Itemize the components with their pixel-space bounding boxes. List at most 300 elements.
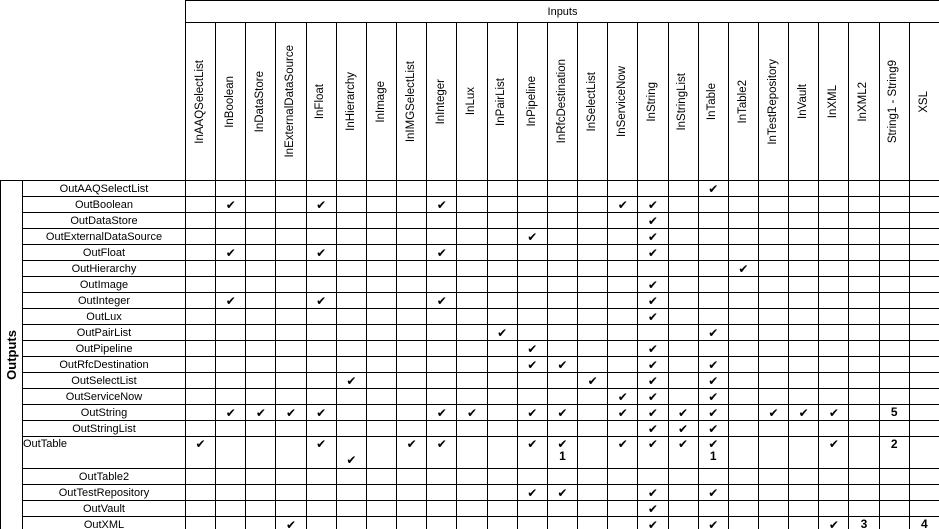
matrix-cell[interactable]: [879, 261, 909, 277]
matrix-cell[interactable]: [578, 437, 608, 469]
matrix-cell[interactable]: [397, 277, 427, 293]
matrix-cell[interactable]: [186, 373, 216, 389]
matrix-cell[interactable]: [909, 437, 939, 469]
matrix-cell[interactable]: [819, 309, 849, 325]
matrix-cell[interactable]: [547, 293, 577, 309]
matrix-cell[interactable]: [578, 517, 608, 529]
matrix-cell[interactable]: [849, 309, 879, 325]
matrix-cell[interactable]: [547, 357, 577, 373]
matrix-cell[interactable]: [457, 469, 487, 485]
matrix-cell[interactable]: [909, 357, 939, 373]
matrix-cell[interactable]: [366, 517, 396, 529]
matrix-cell[interactable]: [366, 357, 396, 373]
matrix-cell[interactable]: [909, 325, 939, 341]
matrix-cell[interactable]: [789, 325, 819, 341]
matrix-cell[interactable]: [578, 405, 608, 421]
matrix-cell[interactable]: [306, 373, 336, 389]
matrix-cell[interactable]: [336, 517, 366, 529]
matrix-cell[interactable]: [547, 501, 577, 517]
matrix-cell[interactable]: [216, 197, 246, 213]
matrix-cell[interactable]: [547, 437, 577, 469]
matrix-cell[interactable]: [397, 261, 427, 277]
matrix-cell[interactable]: [849, 181, 879, 197]
matrix-cell[interactable]: [276, 181, 306, 197]
matrix-cell[interactable]: [336, 469, 366, 485]
matrix-cell[interactable]: [638, 293, 668, 309]
matrix-cell[interactable]: [668, 469, 698, 485]
matrix-cell[interactable]: [849, 373, 879, 389]
matrix-cell[interactable]: [487, 389, 517, 405]
matrix-cell[interactable]: [608, 213, 638, 229]
matrix-cell[interactable]: [668, 517, 698, 529]
matrix-cell[interactable]: [517, 325, 547, 341]
matrix-cell[interactable]: [186, 213, 216, 229]
matrix-cell[interactable]: [698, 485, 728, 501]
matrix-cell[interactable]: [698, 517, 728, 529]
matrix-cell[interactable]: [306, 501, 336, 517]
matrix-cell[interactable]: [789, 357, 819, 373]
matrix-cell[interactable]: [578, 389, 608, 405]
matrix-cell[interactable]: [578, 325, 608, 341]
matrix-cell[interactable]: [366, 309, 396, 325]
matrix-cell[interactable]: [336, 341, 366, 357]
matrix-cell[interactable]: [728, 389, 758, 405]
matrix-cell[interactable]: [517, 341, 547, 357]
matrix-cell[interactable]: [487, 501, 517, 517]
matrix-cell[interactable]: [698, 341, 728, 357]
matrix-cell[interactable]: [819, 341, 849, 357]
matrix-cell[interactable]: [668, 373, 698, 389]
matrix-cell[interactable]: [698, 357, 728, 373]
matrix-cell[interactable]: [909, 213, 939, 229]
matrix-cell[interactable]: [246, 357, 276, 373]
matrix-cell[interactable]: [819, 229, 849, 245]
matrix-cell[interactable]: [336, 389, 366, 405]
matrix-cell[interactable]: [698, 501, 728, 517]
matrix-cell[interactable]: [728, 357, 758, 373]
matrix-cell[interactable]: [457, 405, 487, 421]
matrix-cell[interactable]: [638, 229, 668, 245]
matrix-cell[interactable]: [638, 485, 668, 501]
matrix-cell[interactable]: [578, 197, 608, 213]
matrix-cell[interactable]: [638, 325, 668, 341]
matrix-cell[interactable]: [698, 373, 728, 389]
matrix-cell[interactable]: [547, 421, 577, 437]
matrix-cell[interactable]: [909, 421, 939, 437]
matrix-cell[interactable]: [366, 405, 396, 421]
matrix-cell[interactable]: [276, 325, 306, 341]
matrix-cell[interactable]: [397, 245, 427, 261]
matrix-cell[interactable]: [819, 485, 849, 501]
matrix-cell[interactable]: [789, 293, 819, 309]
matrix-cell[interactable]: [457, 501, 487, 517]
matrix-cell[interactable]: [758, 229, 788, 245]
matrix-cell[interactable]: [758, 245, 788, 261]
matrix-cell[interactable]: [487, 373, 517, 389]
matrix-cell[interactable]: [427, 261, 457, 277]
matrix-cell[interactable]: [276, 293, 306, 309]
matrix-cell[interactable]: [547, 405, 577, 421]
matrix-cell[interactable]: [668, 341, 698, 357]
matrix-cell[interactable]: [427, 245, 457, 261]
matrix-cell[interactable]: [397, 309, 427, 325]
matrix-cell[interactable]: [186, 437, 216, 469]
matrix-cell[interactable]: [638, 181, 668, 197]
matrix-cell[interactable]: [909, 485, 939, 501]
matrix-cell[interactable]: [638, 421, 668, 437]
matrix-cell[interactable]: [216, 277, 246, 293]
matrix-cell[interactable]: [547, 245, 577, 261]
matrix-cell[interactable]: [668, 245, 698, 261]
matrix-cell[interactable]: [698, 469, 728, 485]
matrix-cell[interactable]: [608, 501, 638, 517]
matrix-cell[interactable]: [758, 469, 788, 485]
matrix-cell[interactable]: [638, 405, 668, 421]
matrix-cell[interactable]: [336, 293, 366, 309]
matrix-cell[interactable]: [758, 485, 788, 501]
matrix-cell[interactable]: [216, 469, 246, 485]
matrix-cell[interactable]: [758, 437, 788, 469]
matrix-cell[interactable]: [578, 181, 608, 197]
matrix-cell[interactable]: [246, 389, 276, 405]
matrix-cell[interactable]: [578, 357, 608, 373]
matrix-cell[interactable]: [608, 309, 638, 325]
matrix-cell[interactable]: [427, 229, 457, 245]
matrix-cell[interactable]: [276, 389, 306, 405]
matrix-cell[interactable]: [487, 341, 517, 357]
matrix-cell[interactable]: [879, 325, 909, 341]
matrix-cell[interactable]: [547, 213, 577, 229]
matrix-cell[interactable]: [487, 293, 517, 309]
matrix-cell[interactable]: [186, 181, 216, 197]
matrix-cell[interactable]: [668, 389, 698, 405]
matrix-cell[interactable]: [276, 485, 306, 501]
matrix-cell[interactable]: [427, 485, 457, 501]
matrix-cell[interactable]: [306, 325, 336, 341]
matrix-cell[interactable]: [849, 245, 879, 261]
matrix-cell[interactable]: [608, 293, 638, 309]
matrix-cell[interactable]: [909, 181, 939, 197]
matrix-cell[interactable]: [849, 277, 879, 293]
matrix-cell[interactable]: [849, 485, 879, 501]
matrix-cell[interactable]: [849, 469, 879, 485]
matrix-cell[interactable]: [547, 325, 577, 341]
matrix-cell[interactable]: [487, 421, 517, 437]
matrix-cell[interactable]: [366, 293, 396, 309]
matrix-cell[interactable]: [366, 197, 396, 213]
matrix-cell[interactable]: [306, 469, 336, 485]
matrix-cell[interactable]: [427, 181, 457, 197]
matrix-cell[interactable]: [909, 293, 939, 309]
matrix-cell[interactable]: [427, 341, 457, 357]
matrix-cell[interactable]: [608, 325, 638, 341]
matrix-cell[interactable]: [668, 501, 698, 517]
matrix-cell[interactable]: [427, 293, 457, 309]
matrix-cell[interactable]: [487, 357, 517, 373]
matrix-cell[interactable]: [819, 517, 849, 529]
matrix-cell[interactable]: [336, 437, 366, 469]
matrix-cell[interactable]: [276, 197, 306, 213]
matrix-cell[interactable]: [758, 501, 788, 517]
matrix-cell[interactable]: [216, 309, 246, 325]
matrix-cell[interactable]: [819, 277, 849, 293]
matrix-cell[interactable]: [547, 389, 577, 405]
matrix-cell[interactable]: [608, 197, 638, 213]
matrix-cell[interactable]: [517, 501, 547, 517]
matrix-cell[interactable]: [728, 293, 758, 309]
matrix-cell[interactable]: [427, 309, 457, 325]
matrix-cell[interactable]: [879, 485, 909, 501]
matrix-cell[interactable]: [909, 373, 939, 389]
matrix-cell[interactable]: [517, 261, 547, 277]
matrix-cell[interactable]: [427, 357, 457, 373]
matrix-cell[interactable]: [306, 293, 336, 309]
matrix-cell[interactable]: [487, 229, 517, 245]
matrix-cell[interactable]: [758, 373, 788, 389]
matrix-cell[interactable]: [276, 405, 306, 421]
matrix-cell[interactable]: [397, 517, 427, 529]
matrix-cell[interactable]: [216, 357, 246, 373]
matrix-cell[interactable]: [608, 469, 638, 485]
matrix-cell[interactable]: [487, 277, 517, 293]
matrix-cell[interactable]: [457, 245, 487, 261]
matrix-cell[interactable]: [758, 341, 788, 357]
matrix-cell[interactable]: [427, 373, 457, 389]
matrix-cell[interactable]: [668, 485, 698, 501]
matrix-cell[interactable]: [789, 277, 819, 293]
matrix-cell[interactable]: [578, 501, 608, 517]
matrix-cell[interactable]: [909, 197, 939, 213]
matrix-cell[interactable]: [849, 389, 879, 405]
matrix-cell[interactable]: [758, 293, 788, 309]
matrix-cell[interactable]: [186, 245, 216, 261]
matrix-cell[interactable]: [578, 373, 608, 389]
matrix-cell[interactable]: [246, 437, 276, 469]
matrix-cell[interactable]: [457, 517, 487, 529]
matrix-cell[interactable]: [246, 277, 276, 293]
matrix-cell[interactable]: [457, 341, 487, 357]
matrix-cell[interactable]: [879, 373, 909, 389]
matrix-cell[interactable]: [879, 213, 909, 229]
matrix-cell[interactable]: [789, 389, 819, 405]
matrix-cell[interactable]: [578, 421, 608, 437]
matrix-cell[interactable]: [487, 437, 517, 469]
matrix-cell[interactable]: [789, 309, 819, 325]
matrix-cell[interactable]: [728, 421, 758, 437]
matrix-cell[interactable]: [457, 293, 487, 309]
matrix-cell[interactable]: [849, 501, 879, 517]
matrix-cell[interactable]: [728, 261, 758, 277]
matrix-cell[interactable]: [427, 325, 457, 341]
matrix-cell[interactable]: [698, 213, 728, 229]
matrix-cell[interactable]: [608, 245, 638, 261]
matrix-cell[interactable]: [668, 229, 698, 245]
matrix-cell[interactable]: [608, 421, 638, 437]
matrix-cell[interactable]: [397, 325, 427, 341]
matrix-cell[interactable]: [638, 357, 668, 373]
matrix-cell[interactable]: [849, 261, 879, 277]
matrix-cell[interactable]: [457, 421, 487, 437]
matrix-cell[interactable]: [758, 325, 788, 341]
matrix-cell[interactable]: [216, 421, 246, 437]
matrix-cell[interactable]: [638, 213, 668, 229]
matrix-cell[interactable]: [879, 293, 909, 309]
matrix-cell[interactable]: [487, 197, 517, 213]
matrix-cell[interactable]: [336, 309, 366, 325]
matrix-cell[interactable]: [668, 293, 698, 309]
matrix-cell[interactable]: [698, 261, 728, 277]
matrix-cell[interactable]: [698, 245, 728, 261]
matrix-cell[interactable]: [608, 229, 638, 245]
matrix-cell[interactable]: [789, 501, 819, 517]
matrix-cell[interactable]: [276, 277, 306, 293]
matrix-cell[interactable]: [547, 469, 577, 485]
matrix-cell[interactable]: [246, 501, 276, 517]
matrix-cell[interactable]: [819, 245, 849, 261]
matrix-cell[interactable]: [547, 485, 577, 501]
matrix-cell[interactable]: [186, 389, 216, 405]
matrix-cell[interactable]: [789, 485, 819, 501]
matrix-cell[interactable]: [849, 437, 879, 469]
matrix-cell[interactable]: [216, 341, 246, 357]
matrix-cell[interactable]: [216, 517, 246, 529]
matrix-cell[interactable]: [517, 213, 547, 229]
matrix-cell[interactable]: [789, 181, 819, 197]
matrix-cell[interactable]: [789, 405, 819, 421]
matrix-cell[interactable]: [366, 325, 396, 341]
matrix-cell[interactable]: [909, 229, 939, 245]
matrix-cell[interactable]: [789, 373, 819, 389]
matrix-cell[interactable]: [306, 485, 336, 501]
matrix-cell[interactable]: [879, 229, 909, 245]
matrix-cell[interactable]: [517, 373, 547, 389]
matrix-cell[interactable]: [789, 245, 819, 261]
matrix-cell[interactable]: [427, 421, 457, 437]
matrix-cell[interactable]: [728, 245, 758, 261]
matrix-cell[interactable]: [758, 277, 788, 293]
matrix-cell[interactable]: [366, 181, 396, 197]
matrix-cell[interactable]: [457, 229, 487, 245]
matrix-cell[interactable]: [246, 309, 276, 325]
matrix-cell[interactable]: [246, 197, 276, 213]
matrix-cell[interactable]: [728, 405, 758, 421]
matrix-cell[interactable]: [638, 373, 668, 389]
matrix-cell[interactable]: [668, 309, 698, 325]
matrix-cell[interactable]: [758, 309, 788, 325]
matrix-cell[interactable]: [246, 245, 276, 261]
matrix-cell[interactable]: [276, 501, 306, 517]
matrix-cell[interactable]: [306, 389, 336, 405]
matrix-cell[interactable]: [728, 197, 758, 213]
matrix-cell[interactable]: [698, 389, 728, 405]
matrix-cell[interactable]: [638, 389, 668, 405]
matrix-cell[interactable]: [246, 341, 276, 357]
matrix-cell[interactable]: [517, 389, 547, 405]
matrix-cell[interactable]: [638, 197, 668, 213]
matrix-cell[interactable]: [698, 197, 728, 213]
matrix-cell[interactable]: [819, 325, 849, 341]
matrix-cell[interactable]: [306, 229, 336, 245]
matrix-cell[interactable]: [819, 501, 849, 517]
matrix-cell[interactable]: [427, 405, 457, 421]
matrix-cell[interactable]: [186, 421, 216, 437]
matrix-cell[interactable]: [578, 485, 608, 501]
matrix-cell[interactable]: [457, 309, 487, 325]
matrix-cell[interactable]: [819, 181, 849, 197]
matrix-cell[interactable]: [216, 325, 246, 341]
matrix-cell[interactable]: [578, 245, 608, 261]
matrix-cell[interactable]: [578, 213, 608, 229]
matrix-cell[interactable]: [819, 213, 849, 229]
matrix-cell[interactable]: [276, 517, 306, 529]
matrix-cell[interactable]: [638, 277, 668, 293]
matrix-cell[interactable]: [789, 213, 819, 229]
matrix-cell[interactable]: [728, 485, 758, 501]
matrix-cell[interactable]: [789, 229, 819, 245]
matrix-cell[interactable]: [517, 293, 547, 309]
matrix-cell[interactable]: [366, 229, 396, 245]
matrix-cell[interactable]: [216, 245, 246, 261]
matrix-cell[interactable]: [216, 293, 246, 309]
matrix-cell[interactable]: [819, 437, 849, 469]
matrix-cell[interactable]: [819, 469, 849, 485]
matrix-cell[interactable]: [366, 469, 396, 485]
matrix-cell[interactable]: [517, 181, 547, 197]
matrix-cell[interactable]: [758, 517, 788, 529]
matrix-cell[interactable]: [578, 229, 608, 245]
matrix-cell[interactable]: [547, 373, 577, 389]
matrix-cell[interactable]: [246, 261, 276, 277]
matrix-cell[interactable]: [517, 405, 547, 421]
matrix-cell[interactable]: [517, 485, 547, 501]
matrix-cell[interactable]: [397, 341, 427, 357]
matrix-cell[interactable]: [306, 341, 336, 357]
matrix-cell[interactable]: [336, 181, 366, 197]
matrix-cell[interactable]: [909, 517, 939, 529]
matrix-cell[interactable]: [366, 245, 396, 261]
matrix-cell[interactable]: [487, 261, 517, 277]
matrix-cell[interactable]: [306, 437, 336, 469]
matrix-cell[interactable]: [909, 501, 939, 517]
matrix-cell[interactable]: [186, 325, 216, 341]
matrix-cell[interactable]: [758, 197, 788, 213]
matrix-cell[interactable]: [728, 517, 758, 529]
matrix-cell[interactable]: [758, 421, 788, 437]
matrix-cell[interactable]: [728, 213, 758, 229]
matrix-cell[interactable]: [578, 309, 608, 325]
matrix-cell[interactable]: [789, 517, 819, 529]
matrix-cell[interactable]: [909, 261, 939, 277]
matrix-cell[interactable]: [547, 197, 577, 213]
matrix-cell[interactable]: [758, 261, 788, 277]
matrix-cell[interactable]: [186, 277, 216, 293]
matrix-cell[interactable]: [789, 341, 819, 357]
matrix-cell[interactable]: [879, 341, 909, 357]
matrix-cell[interactable]: [728, 325, 758, 341]
matrix-cell[interactable]: [638, 309, 668, 325]
matrix-cell[interactable]: [216, 373, 246, 389]
matrix-cell[interactable]: [879, 421, 909, 437]
matrix-cell[interactable]: [547, 261, 577, 277]
matrix-cell[interactable]: [789, 261, 819, 277]
matrix-cell[interactable]: [789, 437, 819, 469]
matrix-cell[interactable]: [216, 501, 246, 517]
matrix-cell[interactable]: [427, 517, 457, 529]
matrix-cell[interactable]: [397, 357, 427, 373]
matrix-cell[interactable]: [397, 405, 427, 421]
matrix-cell[interactable]: [789, 197, 819, 213]
matrix-cell[interactable]: [306, 181, 336, 197]
